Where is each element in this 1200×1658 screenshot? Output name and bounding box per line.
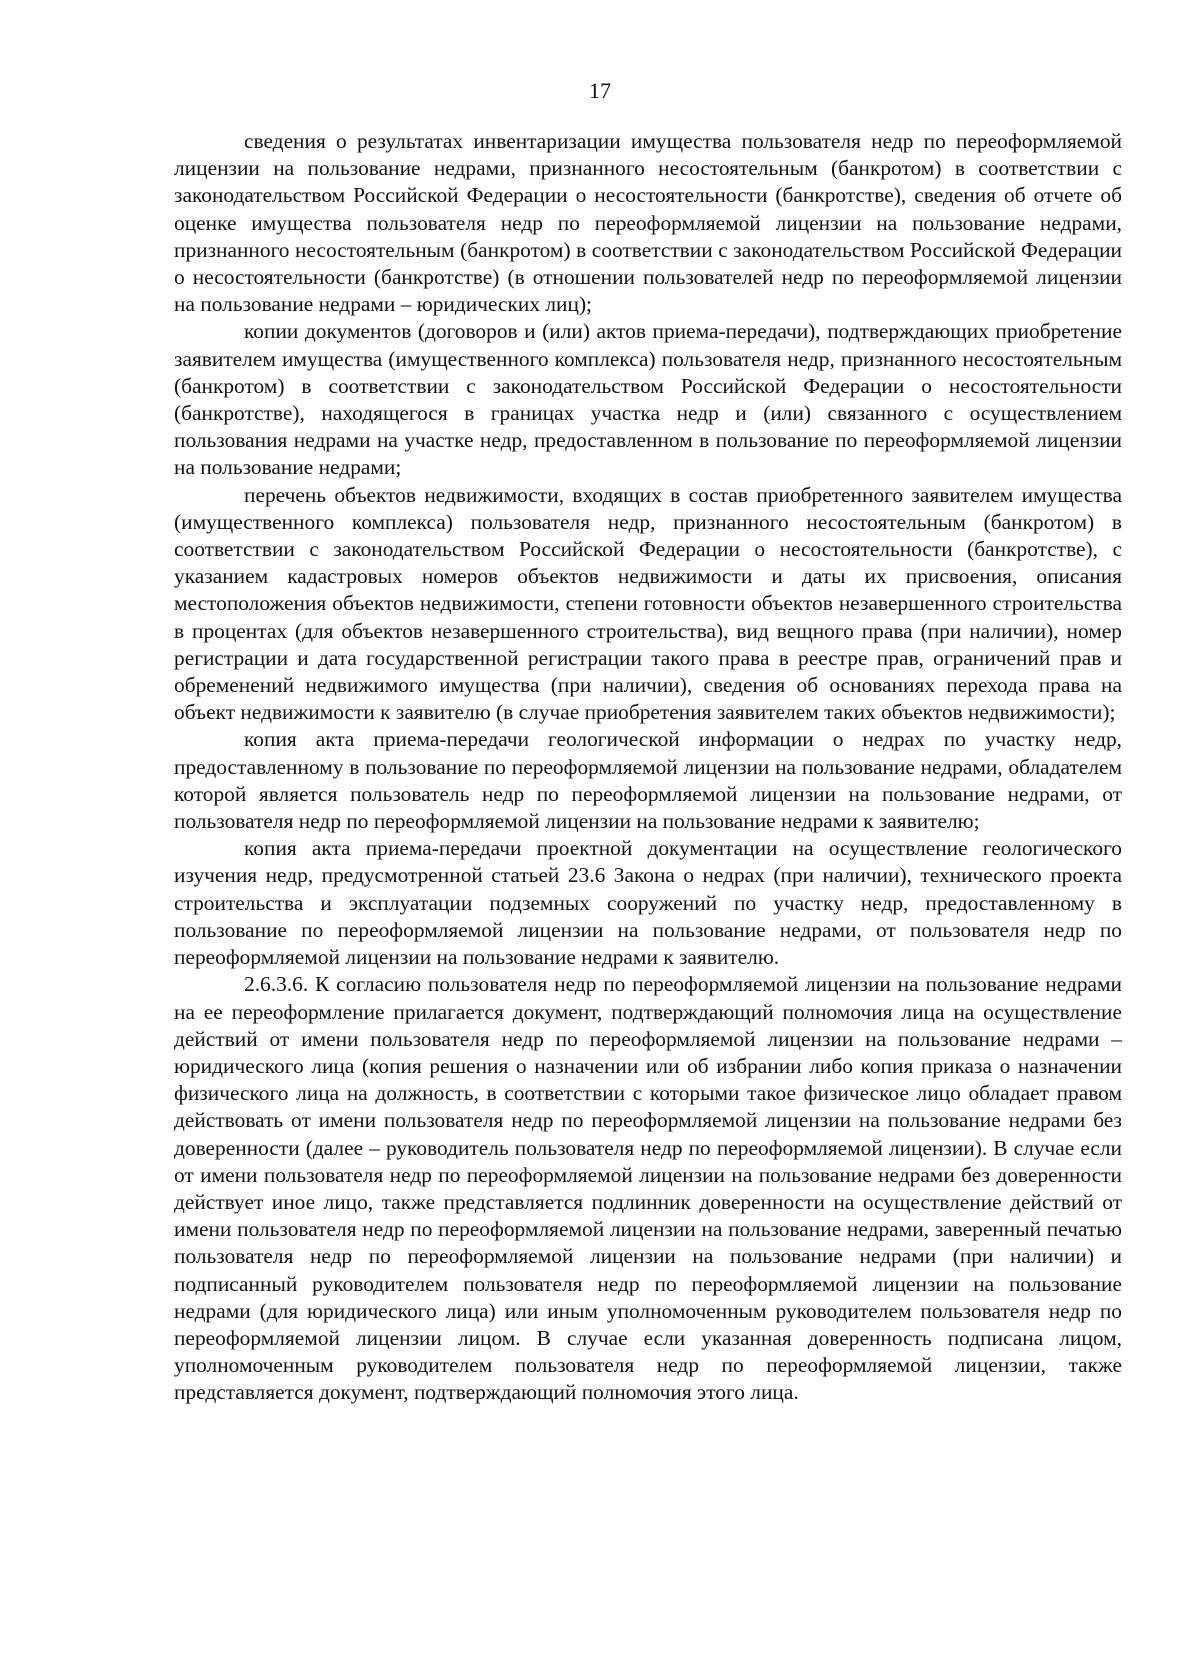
- paragraph-geological-info-act: копия акта приема-передачи геологической информации о недрах по участку недр, предоставленному в пользование по переоформляемой лицензии на пользование недрами, обладателем которой является пользователь недр по переоформляемой лицензии на пользование недрами, от пользователя недр по переоформляемой лицензии на пользование недрами к заявителю;: [174, 727, 1122, 834]
- paragraph-acquisition-documents: копии документов (договоров и (или) актов приема-передачи), подтверждающих приобретение заявителем имущества (имущественного комплекса) пользователя недр, признанного несостоятельным (банкротом) в соответствии с законодательством Российской Федерации о несостоятельности (банкротстве), находящегося в границах участка недр и (или) связанного с осуществлением пользования недрами на участке недр, предоставленном в пользование по переоформляемой лицензии на пользование недрами;: [174, 319, 1122, 480]
- paragraph-section-2-6-3-6: 2.6.3.6. К согласию пользователя недр по переоформляемой лицензии на пользование недрами на ее переоформление прилагается документ, подтверждающий полномочия лица на осуществление действий от имени пользователя недр по переоформляемой лицензии на пользование недрами – юридического лица (копия решения о назначении или об избрании либо копия приказа о назначении физического лица на должность, в соответствии с которыми такое физическое лицо обладает правом действовать от имени пользователя недр по переоформляемой лицензии на пользование недрами без доверенности (далее – руководитель пользователя недр по переоформляемой лицензии). В случае если от имени пользователя недр по переоформляемой лицензии на пользование недрами без доверенности действует иное лицо, также представляется подлинник доверенности на осуществление действий от имени пользователя недр по переоформляемой лицензии на пользование недрами, заверенный печатью пользователя недр по переоформляемой лицензии на пользование недрами (при наличии) и подписанный руководителем пользователя недр по переоформляемой лицензии на пользование недрами (для юридического лица) или иным уполномоченным руководителем пользователя недр по переоформляемой лицензии лицом. В случае если указанная доверенность подписана лицом, уполномоченным руководителем пользователя недр по переоформляемой лицензии, также представляется документ, подтверждающий полномочия этого лица.: [174, 972, 1122, 1405]
- paragraph-inventory-info: сведения о результатах инвентаризации имущества пользователя недр по переоформляемой лицензии на пользование недрами, признанного несостоятельным (банкротом) в соответствии с законодательством Российской Федерации о несостоятельности (банкротстве), сведения об отчете об оценке имущества пользователя недр по переоформляемой лицензии на пользование недрами, признанного несостоятельным (банкротом) в соответствии с законодательством Российской Федерации о несостоятельности (банкротстве) (в отношении пользователей недр по переоформляемой лицензии на пользование недрами – юридических лиц);: [174, 129, 1122, 317]
- paragraph-real-estate-list: перечень объектов недвижимости, входящих в состав приобретенного заявителем имущества (имущественного комплекса) пользователя недр, признанного несостоятельным (банкротом) в соответствии с законодательством Российской Федерации о несостоятельности (банкротстве), с указанием кадастровых номеров объектов недвижимости и даты их присвоения, описания местоположения объектов недвижимости, степени готовности объектов незавершенного строительства в процентах (для объектов незавершенного строительства), вид вещного права (при наличии), номер регистрации и дата государственной регистрации такого права в реестре прав, ограничений прав и обременений недвижимого имущества (при наличии), сведения об основаниях перехода права на объект недвижимости к заявителю (в случае приобретения заявителем таких объектов недвижимости);: [174, 482, 1122, 725]
- paragraph-project-documentation-act: копия акта приема-передачи проектной документации на осуществление геологического изучения недр, предусмотренной статьей 23.6 Закона о недрах (при наличии), технического проекта строительства и эксплуатации подземных сооружений по участку недр, предоставленному в пользование по переоформляемой лицензии на пользование недрами, от пользователя недр по переоформляемой лицензии на пользование недрами к заявителю.: [174, 836, 1122, 970]
- page-number: 17: [589, 78, 611, 103]
- document-body: [174, 128, 1122, 1407]
